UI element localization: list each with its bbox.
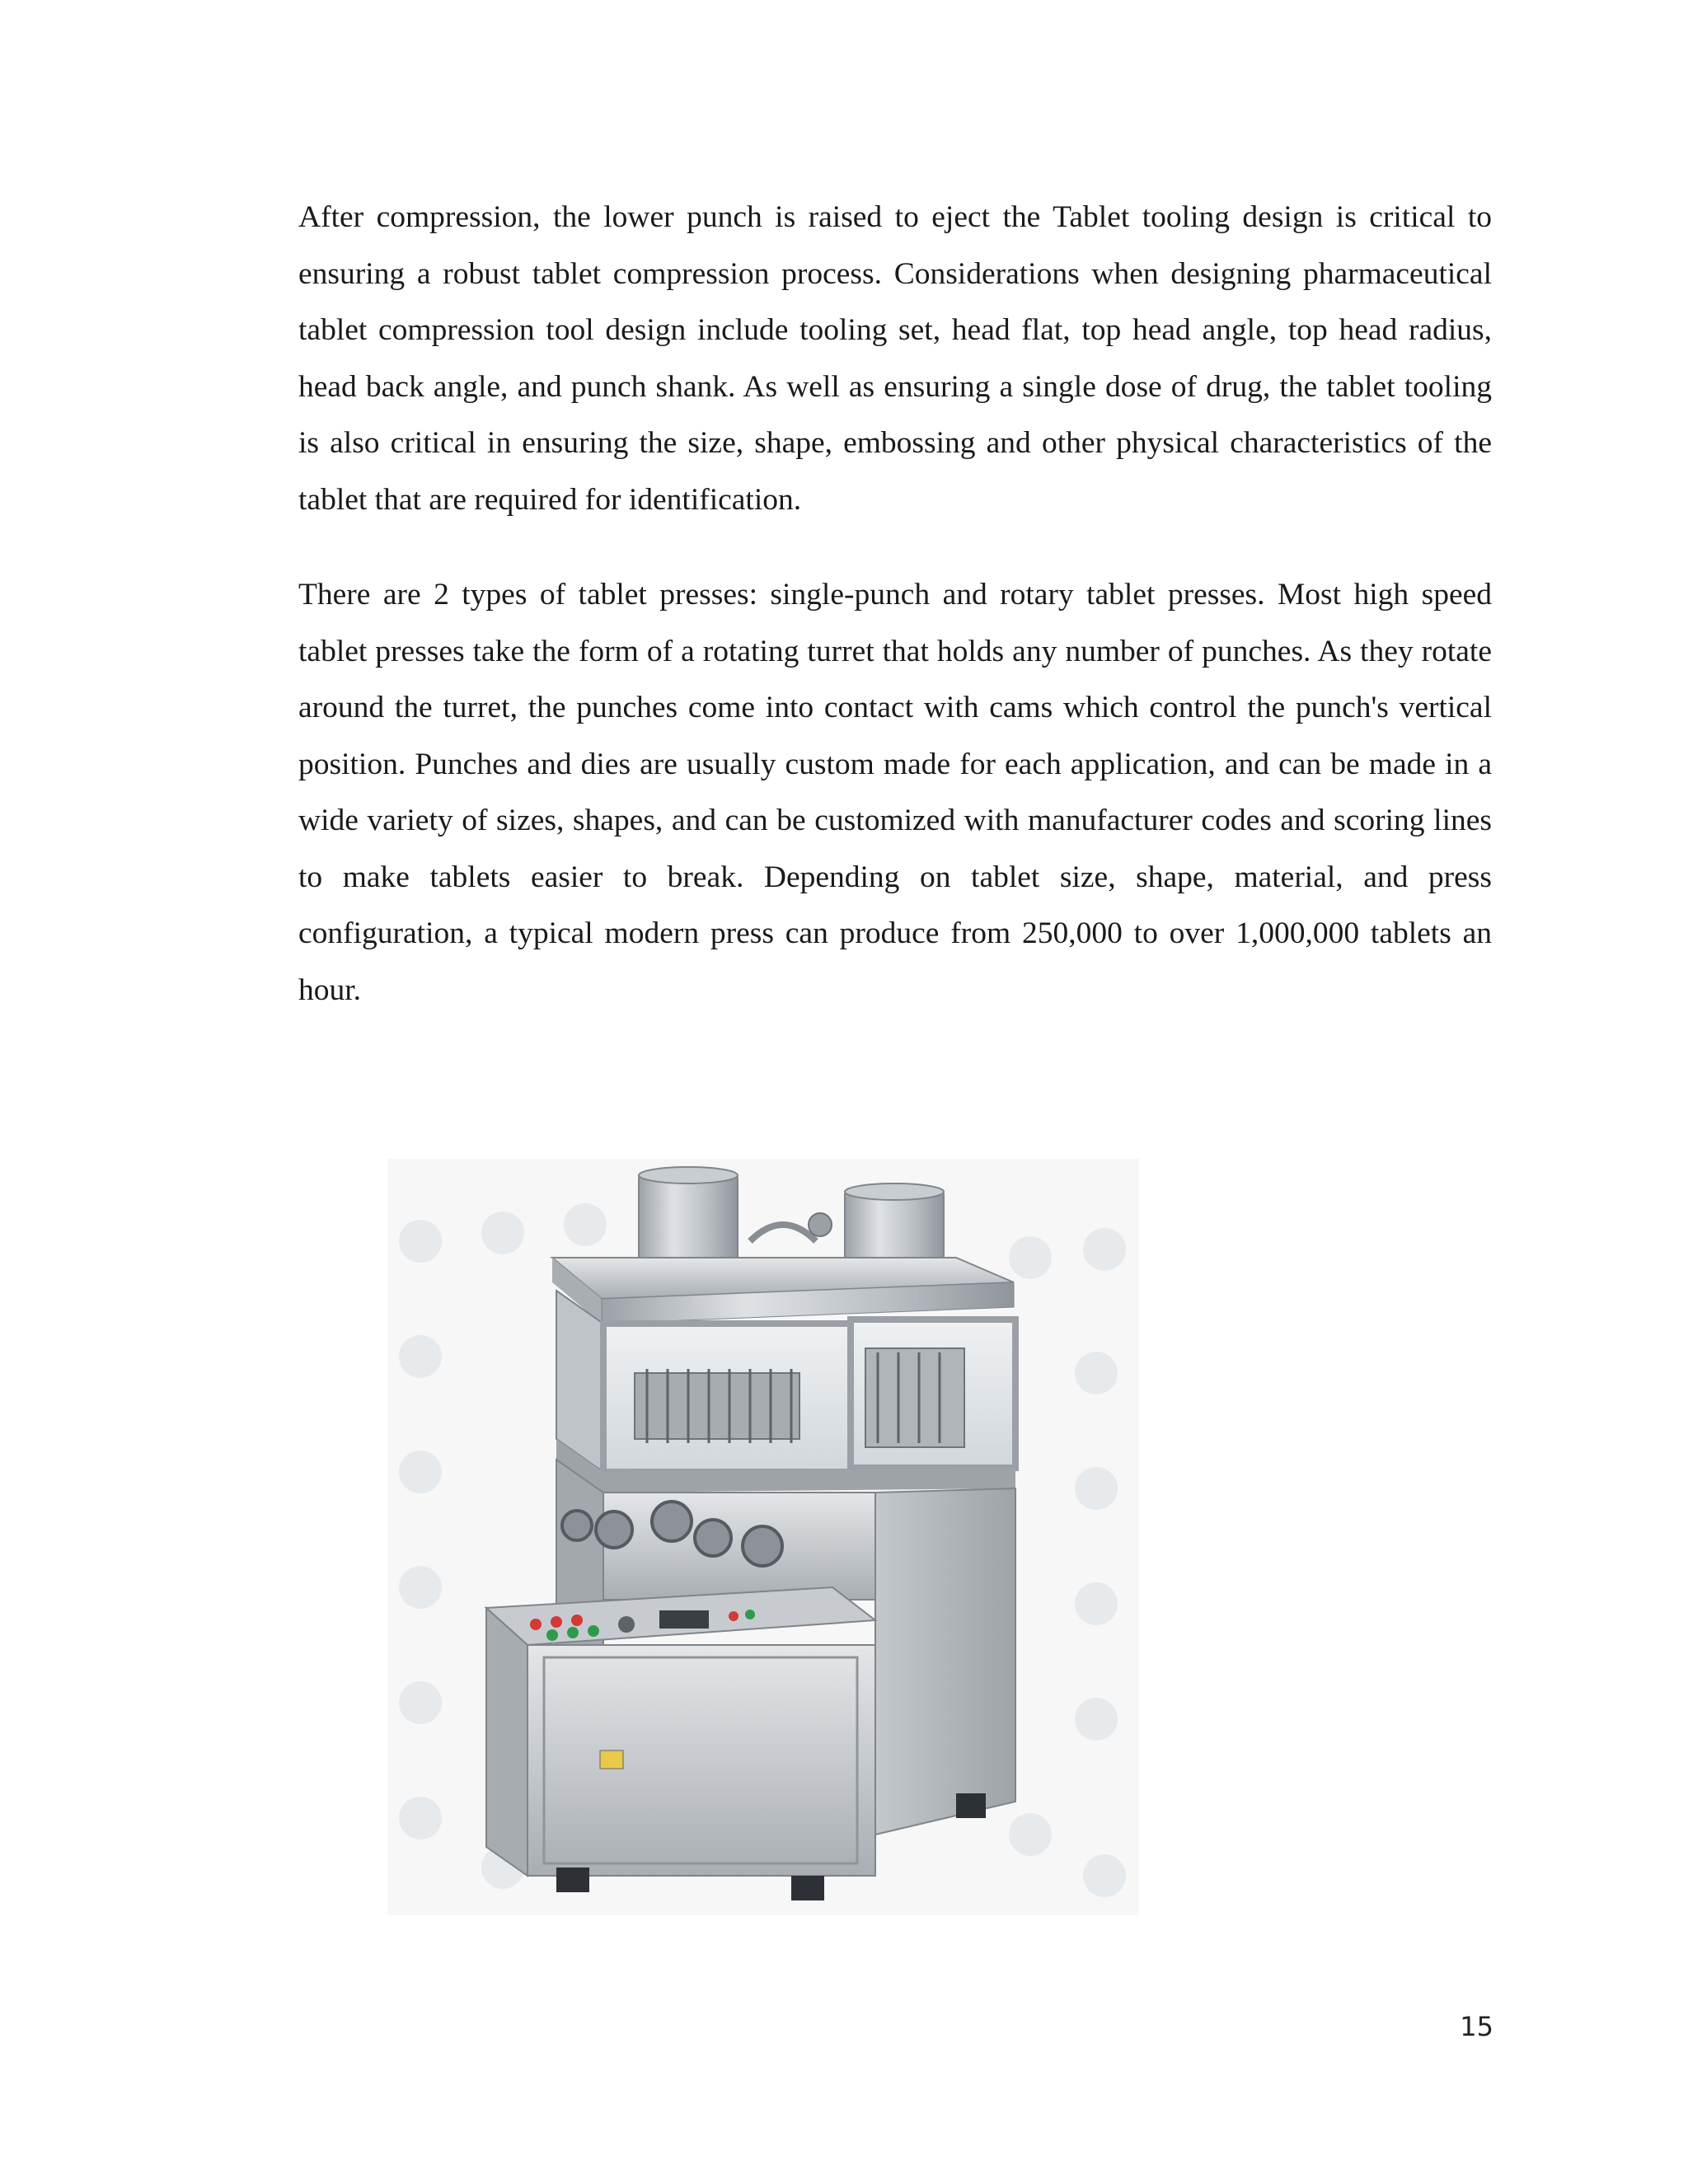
page-number: 15 [1460, 2011, 1493, 2042]
body-paragraph-1: After compression, the lower punch is raised to eject the Tablet tooling design is critical to ensuring a robust tablet compression process. Considerations when designing pharmaceutical tablet compression tool design include tooling set, head flat, top head angle, top head radius, head back angle, and punch shank. As well as ensuring a single dose of drug, the tablet tooling is also critical in ensuring the size, shape, embossing and other physical characteristics of the tablet that are required for identification. [298, 200, 1492, 517]
body-paragraph-2: There are 2 types of tablet presses: single-punch and rotary tablet presses. Most high speed tablet presses take the form of a rotating turret that holds any number of punches. As they rotate around the turret, the punches come into contact with cams which control the punch's vertical position. Punches and dies are usually custom made for each application, and can be made in a wide variety of sizes, shapes, and can be customized with manufacturer codes and scoring lines to make tablets easier to break. Depending on tablet size, shape, material, and press configuration, a typical modern press can produce from 250,000 to over 1,000,000 tablets an hour. [298, 578, 1492, 1007]
control-panel [486, 1587, 875, 1645]
tablet-press-photo [387, 1159, 1139, 1915]
hoppers [639, 1167, 944, 1272]
